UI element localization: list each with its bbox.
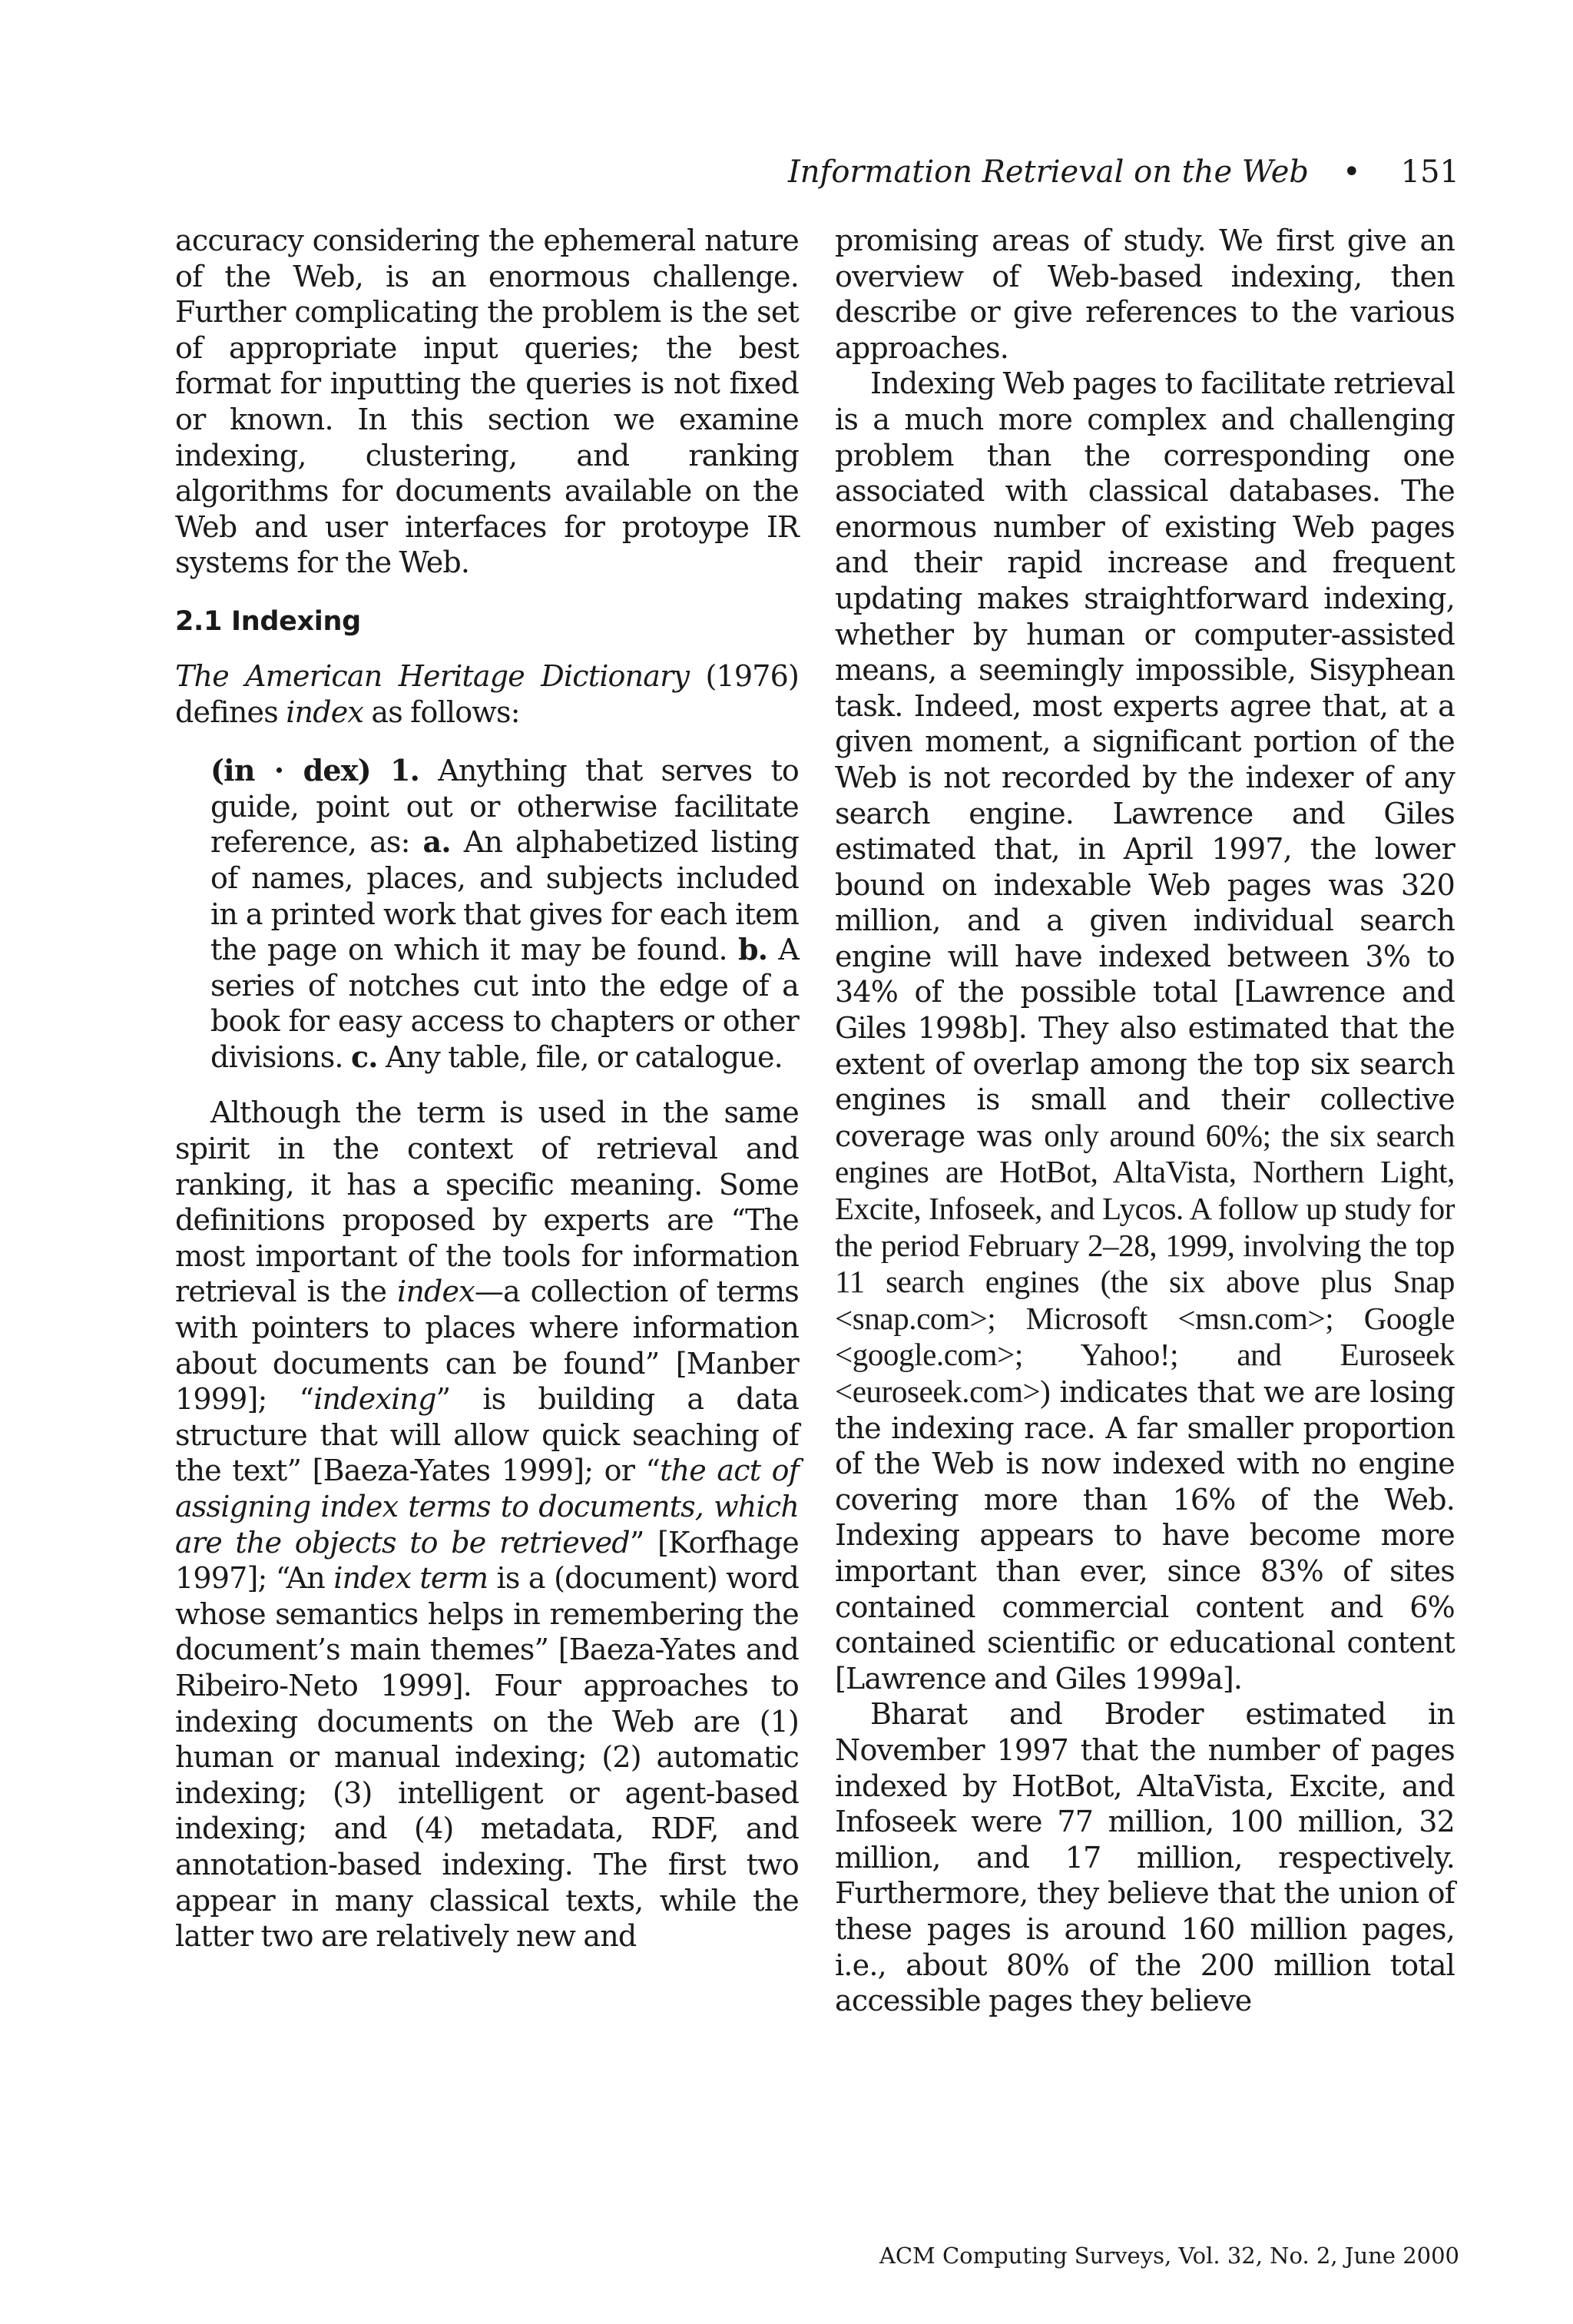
p3-part5: is a (document) word whose semantics helps in remembering the document’s main themes” [Baeza-Yates and Ribeiro-Neto 1999]. Four approaches to indexing documents on the Web are (1) human or manual indexing; (2) automatic indexing; (3) intelligent or agent-based indexing; and (4) metadata, RDF, and annotation-based indexing. The first two appear in many classical texts, while the latter two are relatively new and xyxy=(175,1561,799,1954)
dictionary-year: (1976) defines xyxy=(175,658,799,729)
label-c: c. xyxy=(350,1039,378,1074)
section-heading: 2.1 Indexing xyxy=(175,605,361,637)
definition-block xyxy=(210,753,799,1075)
page-number: 151 xyxy=(1400,154,1459,190)
right-p2-part2: indicates that we are losing the indexing race. A far smaller proportion of the Web is now indexed with no engine covering more than 16% of the Web. Indexing appears to have become more important than ever, since 83% of sites contained commercial content and 6% contained scientific or educational content [Lawrence and Giles 1999a]. xyxy=(835,1375,1455,1696)
right-p2-compact: only around 60%; the six search engines are HotBot, AltaVista, Northern Light, Excite, Infoseek, and Lycos. A follow up study for the period February 2–28, 1999, involving the top 11 search engines (the six above plus Snap <snap.com>; Microsoft <msn.com>; Google <google.com>; Yahoo!; and Euroseek <euroseek.com>) xyxy=(835,1117,1455,1409)
journal-footer: ACM Computing Surveys, Vol. 32, No. 2, June 2000 xyxy=(879,2243,1459,2269)
definitions-paragraph: Although the term is used in the same spirit in the context of retrieval and ranking, it has a specific meaning. Some definitions proposed by experts are “The most important of the tools for information retrieval is the index—a collection of terms with pointers to places where information about documents can be found” [Manber 1999]; “indexing” is building a data structure that will allow quick seaching of the text” [Baeza-Yates 1999]; or “the act of assigning index terms to documents, which are the objects to be retrieved” [Korfhage 1997]; “An index term is a (document) word whose semantics helps in remembering the document’s main themes” [Baeza-Yates and Ribeiro-Neto 1999]. Four approaches to indexing documents on the Web are (1) human or manual indexing; (2) automatic indexing; (3) intelligent or agent-based indexing; and (4) metadata, RDF, and annotation-based indexing. The first two appear in many classical texts, while the latter two are relatively new and xyxy=(175,1096,800,1954)
dictionary-title: The American Heritage Dictionary xyxy=(175,658,690,693)
p3-part2: —a collection of terms with pointers to places where information about documents can be found” [Manber 1999]; “ xyxy=(175,1275,799,1417)
right-p2 xyxy=(835,366,1455,1696)
right-column xyxy=(835,223,1455,2019)
dictionary-paragraph xyxy=(175,658,799,730)
definition-1: Anything that serves to guide, point out or otherwise facilitate reference, as: xyxy=(210,754,799,860)
index-word: index xyxy=(286,695,364,729)
running-title: Information Retrieval on the Web xyxy=(787,154,1310,190)
p3-part4: ” [Korfhage 1997]; “An xyxy=(175,1525,799,1596)
right-p2-part1: Indexing Web pages to facilitate retrieval is a much more complex and challenging problem than the corresponding one associated with classical databases. The enormous number of existing Web pages and their rapid increase and frequent updating makes straightforward indexing, whether by human or computer-assisted means, a seemingly impossible, Sisyphean task. Indeed, most experts agree that, at a given moment, a significant portion of the Web is not recorded by the indexer of any search engine. Lawrence and Giles estimated that, in April 1997, the lower bound on indexable Web pages was 320 million, and a given individual search engine will have indexed between 3% to 34% of the possible total [Lawrence and Giles 1998b]. They also estimated that the extent of overlap among the top six search engines is small and their collective coverage was xyxy=(835,366,1455,1153)
definition-a: An alphabetized listing of names, places, and subjects included in a printed work that gives for each item the page on which it may be found. xyxy=(210,825,799,967)
p3-indexing-italic: indexing xyxy=(313,1382,436,1417)
p3-quote-italic: the act of assigning index terms to documents, which are the objects to be retrieved xyxy=(175,1454,799,1560)
left-column xyxy=(175,223,799,1954)
definition-c: Any table, file, or catalogue. xyxy=(386,1039,783,1074)
right-p1: promising areas of study. We first give an overview of Web-based indexing, then describe or give references to the various approaches. xyxy=(835,224,1455,365)
as-follows: as follows: xyxy=(371,695,520,729)
header-bullet: • xyxy=(1343,154,1361,190)
definition-headword: (in · dex) 1. xyxy=(210,753,420,788)
label-b: b. xyxy=(737,932,768,967)
p3-index-italic: index xyxy=(396,1275,475,1309)
definition-b: A series of notches cut into the edge of a book for easy access to chapters or other divisions. xyxy=(210,933,799,1074)
p3-index-term-italic: index term xyxy=(333,1561,488,1596)
intro-paragraph: accuracy considering the ephemeral nature of the Web, is an enormous challenge. Further complicating the problem is the set of appropriate input queries; the best format for inputting the queries is not fixed or known. In this section we examine indexing, clustering, and ranking algorithms for documents available on the Web and user interfaces for protoype IR systems for the Web. xyxy=(175,224,799,580)
label-a: a. xyxy=(422,824,451,860)
right-p3: Bharat and Broder estimated in November 1997 that the number of pages indexed by HotBot, AltaVista, Excite, and Infoseek were 77 million, 100 million, 32 million, and 17 million, respectively. Furthermore, they believe that the union of these pages is around 160 million pages, i.e., about 80% of the 200 million total accessible pages they believe xyxy=(835,1697,1455,2018)
p3-part1: Although the term is used in the same spirit in the context of retrieval and ranking, it has a specific meaning. Some definitions proposed by experts are “The most important of the tools for information retrieval is the xyxy=(175,1096,799,1309)
p3-part3: is building a data structure that will allow quick seaching of the text” [Baeza-Yates 1999]; or “ xyxy=(175,1382,800,1488)
running-head xyxy=(788,151,1459,194)
